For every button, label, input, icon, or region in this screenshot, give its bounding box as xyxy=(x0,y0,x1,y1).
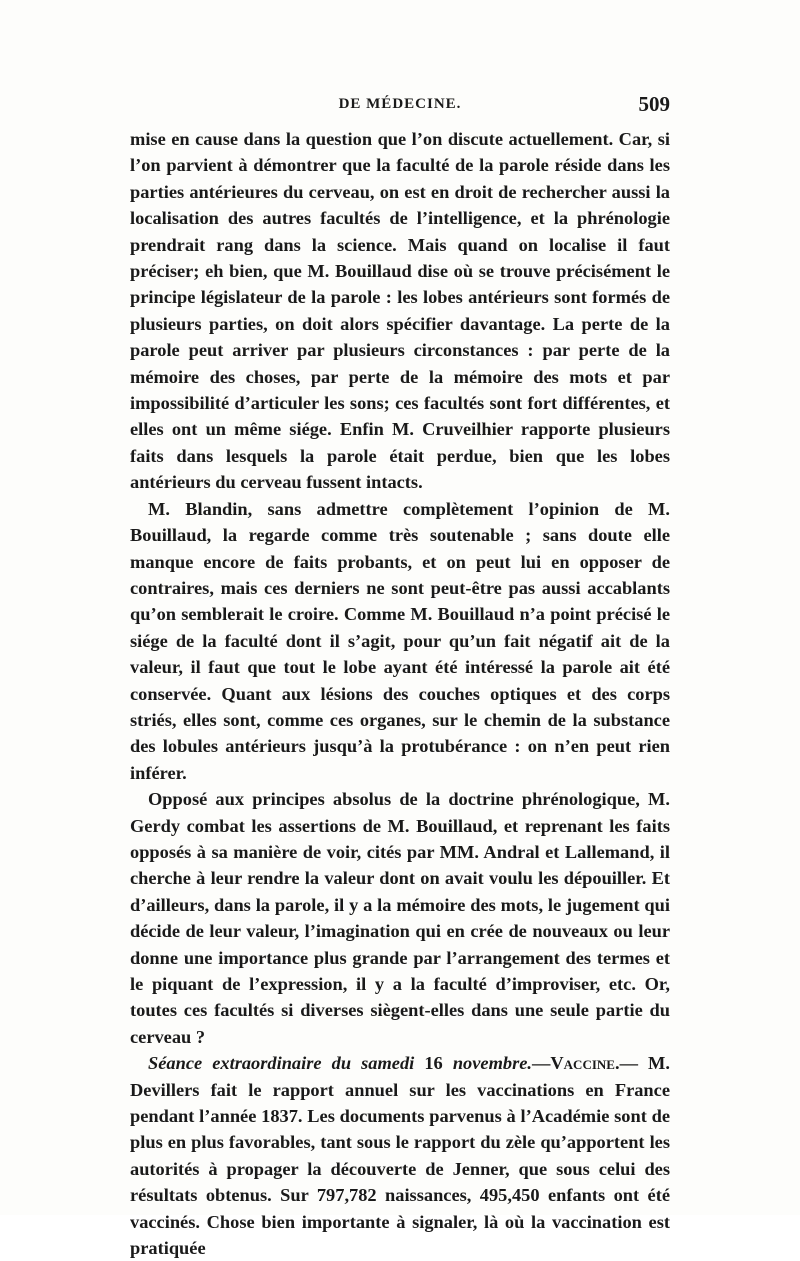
running-head xyxy=(130,92,670,124)
running-title: DE MÉDECINE. xyxy=(338,96,462,112)
paragraph-1: mise en cause dans la question que l’on discute actuellement. Car, si l’on parvient à démontrer que la faculté de la parole réside dans les parties antérieures du cerveau, on est en droit de rechercher aussi la localisation des autres facultés de l’intelligence, et la phrénologie prendrait rang dans la science. Mais quand on localise il faut préciser; eh bien, que M. Bouillaud dise où se trouve précisément le principe législateur de la parole : les lobes antérieurs sont formés de plusieurs parties, on doit alors spécifier davantage. La perte de la parole peut arriver par plusieurs circonstances : par perte de la mémoire des choses, par perte de la mémoire des mots et par impossibilité d’articuler les sons; ces facultés sont fort différentes, et elles ont un même siége. Enfin M. Cruveilhier rapporte plusieurs faits dans lesquels la parole était perdue, bien que les lobes antérieurs du cerveau fussent intacts. xyxy=(130,129,670,493)
em-dash: — xyxy=(619,1053,638,1074)
session-date-number: 16 xyxy=(414,1053,453,1074)
paragraph-4-text: M. Devillers fait le rapport annuel sur les vaccinations en France pendant l’année 1837. Les documents parvenus à l’Académie sont de plus en plus favorables, tant sous le rapport du zèle qu’apportent les autorités à propager la découverte de Jenner, que sous celui des résultats obtenus. Sur 797,782 naissances, 495,450 enfants ont été vaccinés. Chose bien importante à signaler, là où la vaccination est pratiquée xyxy=(130,1053,670,1259)
session-heading: Séance extraordinaire du samedi xyxy=(148,1053,415,1074)
em-dash: — xyxy=(532,1053,551,1074)
session-month: novembre. xyxy=(452,1053,532,1074)
body-text xyxy=(130,126,670,1261)
paragraph-4 xyxy=(130,1050,670,1261)
paragraph-3: Opposé aux principes absolus de la doctrine phrénologique, M. Gerdy combat les assertions de M. Bouillaud, et reprenant les faits opposés à sa manière de voir, cités par MM. Andral et Lallemand, il cherche à leur rendre la valeur dont on avait voulu les dépouiller. Et d’ailleurs, dans la parole, il y a la mémoire des mots, le jugement qui décide de leur valeur, l’imagination qui en crée de nouveaux ou leur donne une importance plus grande par l’arrangement des termes et le piquant de l’expression, il y a la faculté d’improviser, etc. Or, toutes ces facultés si diverses siègent-elles dans une seule partie du cerveau ? xyxy=(130,789,670,1047)
topic-heading: Vaccine. xyxy=(550,1053,620,1074)
page-number: 509 xyxy=(638,92,670,116)
paragraph-2: M. Blandin, sans admettre complètement l’opinion de M. Bouillaud, la regarde comme très soutenable ; sans doute elle manque encore de faits probants, et on peut lui en opposer de contraires, mais ces derniers ne sont peut-être pas aussi accablants qu’on semblerait le croire. Comme M. Bouillaud n’a point précisé le siége de la faculté dont il s’agit, pour qu’un fait négatif ait de la valeur, il faut que tout le lobe ayant été intéressé la parole ait été conservée. Quant aux lésions des couches optiques et des corps striés, elles sont, comme ces organes, sur le chemin de la substance des lobules antérieurs jusqu’à la protubérance : on n’en peut rien inférer. xyxy=(130,498,670,783)
